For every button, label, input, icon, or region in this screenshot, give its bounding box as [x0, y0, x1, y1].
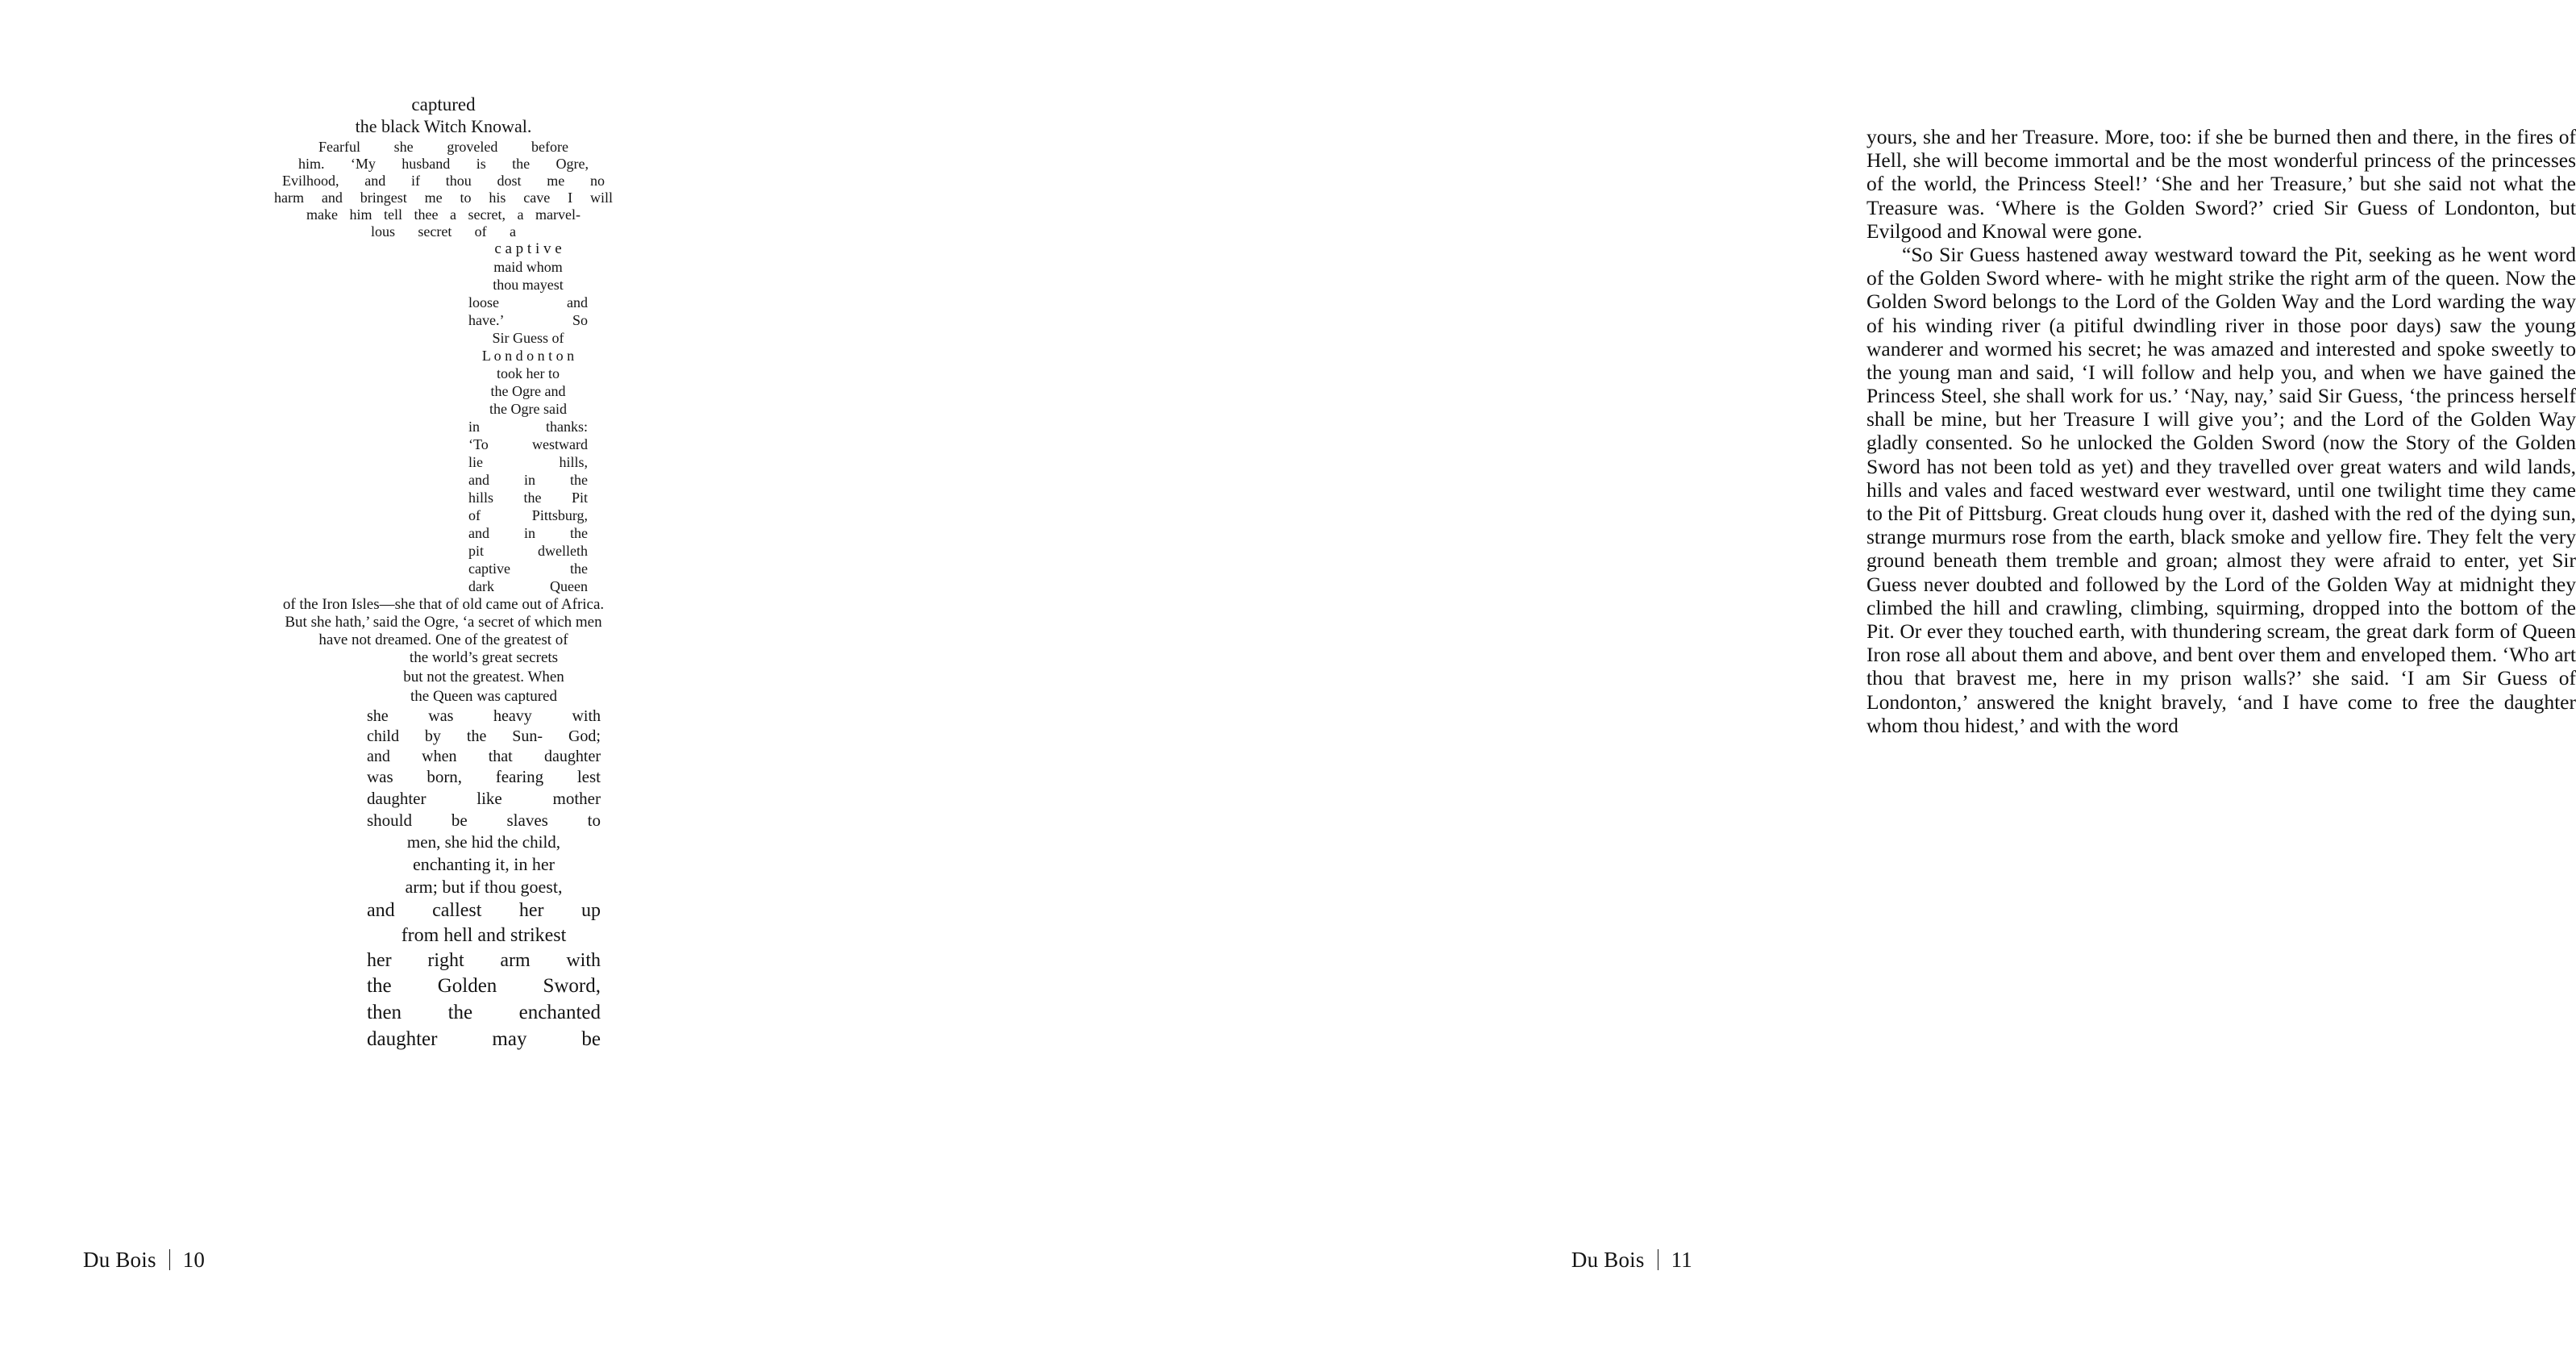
shaped-line: have not dreamed. One of the greatest of — [318, 631, 568, 648]
shaped-line: men, she hid the child, — [406, 832, 561, 852]
shaped-line: hills the Pit — [468, 490, 588, 506]
shaped-line: of Pittsburg, — [468, 507, 588, 523]
shaped-line: but not the greatest. When — [403, 669, 564, 686]
shaped-line: the Queen was captured — [410, 688, 557, 705]
shaped-line: and in the — [468, 525, 588, 541]
shaped-line: captured — [411, 94, 476, 115]
shaped-line: and in the — [468, 472, 588, 488]
shaped-line: child by the Sun- God; — [367, 727, 601, 745]
shaped-line: in thanks: — [468, 419, 588, 435]
left-page — [0, 0, 887, 1371]
shaped-line: she was heavy with — [367, 707, 601, 725]
folio-divider — [169, 1249, 170, 1270]
shaped-line: thou mayest — [493, 277, 564, 293]
shaped-line: harm and bringest me to his cave I will — [274, 190, 613, 206]
shaped-line: daughter like mother — [367, 789, 601, 808]
shaped-tail — [367, 650, 601, 1049]
paragraph: “So Sir Guess hastened away westward toward the Pit, seeking as he went word of the Golden Sword where- with he might strike the right arm of the queen. Now the Golden Sword belongs to the Lord of the Golden Way and the Lord warding the way of his winding river (a pitiful dwindling river in those poor days) saw the young wanderer and wormed his secret; he was amazed and interested and spoke sweetly to the young man and said, ‘I will follow and help you, and when we have gained the Princess Steel, she shall work for us.’ ‘Nay, nay,’ said Sir Guess, ‘the princess herself shall be mine, but her Treasure I will give you’; and the Lord of the Golden Way gladly consented. So he unlocked the Golden Sword (now the Story of the Golden Sword has not been told as yet) and they travelled over great waters and wild lands, hills and vales and faced westward ever westward, until one twilight time they came to the Pit of Pittsburg. Great clouds hung over it, dashed with the red of the dying sun, strange murmurs rose from the earth, black smoke and yellow fire. They felt the very ground beneath them tremble and groan; almost they were afraid to enter, yet Sir Guess never doubted and followed by the Lord of the Golden Way at midnight they climbed the hill and crawling, climbing, squirming, dropped into the bottom of the Pit. Or ever they touched earth, with thundering scream, the great dark form of Queen Iron rose all about them and above, and bent over them and enveloped them. ‘Who art thou that bravest me, here in my prison walls?’ she said. ‘I am Sir Guess of Londonton,’ answered the knight bravely, ‘and I have come to free the daughter whom thou hidest,’ and with the word — [1866, 242, 2576, 737]
shaped-line: Sir Guess of — [492, 330, 564, 346]
shaped-line: arm; but if thou goest, — [405, 877, 563, 897]
shaped-line: the Ogre and — [490, 383, 566, 399]
shaped-line: of the Iron Isles—she that of old came out of Africa. — [282, 596, 605, 613]
shaped-line: pit dwelleth — [468, 543, 588, 559]
shaped-line: the Golden Sword, — [367, 975, 601, 997]
shaped-line: was born, fearing lest — [367, 767, 601, 786]
shaped-stem — [371, 241, 685, 594]
shaped-line: from hell and strikest — [401, 925, 567, 946]
shaped-line: captive the — [468, 560, 588, 577]
shaped-line: enchanting it, in her — [413, 854, 555, 874]
shaped-line: the black Witch Knowal. — [355, 116, 532, 136]
right-page — [887, 0, 2576, 1371]
shaped-line: the Ogre said — [489, 401, 567, 417]
shaped-line: should be slaves to — [367, 811, 601, 830]
body-text-column — [1866, 125, 2576, 737]
shaped-line: him. ‘My husband is the Ogre, — [298, 156, 589, 172]
shaped-line: But she hath,’ said the Ogre, ‘a secret of which men — [285, 614, 602, 631]
shaped-line: then the enchanted — [367, 1002, 601, 1023]
paragraph: yours, she and her Treasure. More, too: if she be burned then and there, in the fires of Hell, she will become immortal and be the most wonderful princess of the princesses of the world, the Princess Steel!’ ‘She and her Treasure,’ but she said not what the Treasure was. ‘Where is the Golden Sword?’ cried Sir Guess of Londonton, but Evilgood and Knowal were gone. — [1866, 125, 2576, 243]
shaped-line: and when that daughter — [367, 748, 601, 765]
shaped-line: lie hills, — [468, 454, 588, 470]
shaped-line: Fearful she groveled before — [318, 139, 568, 155]
shaped-line: have.’ So — [468, 312, 588, 328]
folio-left — [83, 1246, 205, 1273]
shaped-line: make him tell thee a secret, a marvel- — [306, 206, 581, 223]
shaped-line: daughter may be — [367, 1028, 601, 1050]
shaped-line: took her to — [497, 365, 560, 381]
page-number: 10 — [182, 1248, 206, 1272]
folio-author: Du Bois — [83, 1248, 156, 1272]
shaped-line: L o n d o n t o n — [481, 348, 575, 364]
shaped-line: the world’s great secrets — [409, 649, 559, 666]
shaped-calligram-text — [202, 95, 685, 1056]
shaped-line: lous secret of a — [371, 223, 516, 240]
folio-right — [1571, 1246, 1692, 1273]
shaped-line: loose and — [468, 294, 588, 310]
shaped-line: ‘To westward — [468, 436, 588, 452]
shaped-line: c a p t i v e — [494, 240, 562, 257]
shaped-line: and callest her up — [367, 900, 601, 921]
shaped-line: Evilhood, and if thou dost me no — [282, 173, 605, 189]
page-number: 11 — [1671, 1248, 1692, 1272]
shaped-line: dark Queen — [468, 578, 588, 594]
shaped-line: maid whom — [493, 259, 563, 275]
shaped-line: her right arm with — [367, 950, 601, 971]
folio-author: Du Bois — [1571, 1248, 1645, 1272]
